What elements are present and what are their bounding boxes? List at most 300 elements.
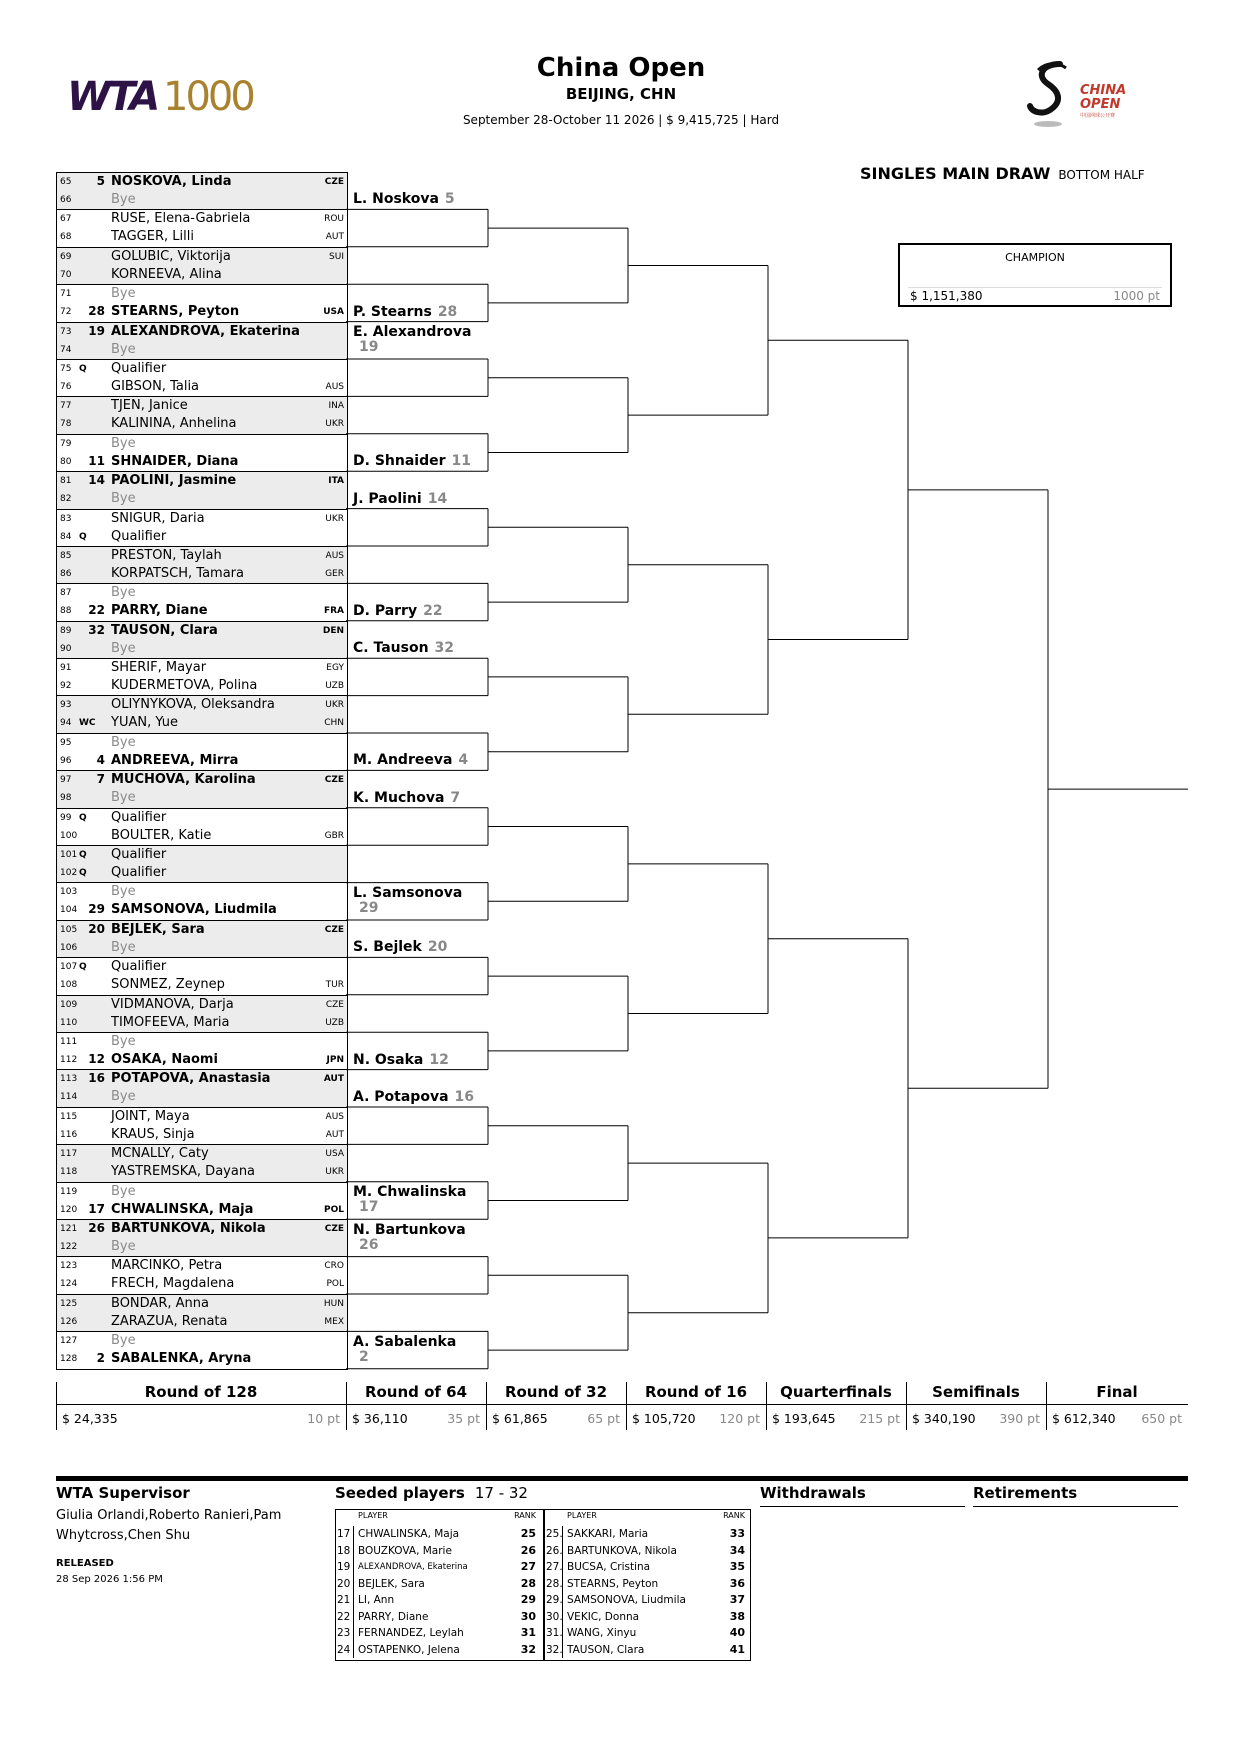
seed-divider xyxy=(353,1592,354,1609)
entry-player-name: BOULTER, Katie xyxy=(111,827,212,843)
entry-number: 100 xyxy=(60,830,78,841)
round-points: 390 pt xyxy=(999,1411,1040,1426)
seeded-heading-text: Seeded players xyxy=(335,1484,465,1502)
entry-number: 124 xyxy=(60,1279,78,1290)
entry-number: 125 xyxy=(60,1298,78,1309)
entry-player-name: BARTUNKOVA, Nikola xyxy=(111,1220,266,1236)
entry-number: 87 xyxy=(60,588,72,599)
seed-rank: 31 xyxy=(520,1626,536,1639)
entry-nationality: AUT xyxy=(323,1074,344,1085)
seed-number: 29. xyxy=(546,1594,563,1606)
supervisor-names: Giulia Orlandi,Roberto Ranieri,Pam Whytcross,Chen Shu xyxy=(56,1508,282,1543)
seed-player-name: OSTAPENKO, Jelena xyxy=(358,1643,460,1656)
round-of-64-winner xyxy=(353,1053,449,1068)
seed-rank: 35 xyxy=(729,1560,745,1573)
seeded-range: 17 - 32 xyxy=(474,1484,528,1502)
entry-number: 107 xyxy=(60,962,78,973)
seed-rank: 36 xyxy=(729,1576,745,1590)
entry-player-name: MCNALLY, Caty xyxy=(111,1146,209,1162)
round-divider xyxy=(1046,1382,1047,1430)
seed-player-name: CHWALINSKA, Maja xyxy=(358,1528,460,1540)
entry-tag: WC xyxy=(79,718,96,729)
entry-player-name: Bye xyxy=(111,1033,136,1049)
entry-number: 79 xyxy=(60,438,72,449)
round-column xyxy=(486,1382,626,1430)
seed-divider xyxy=(353,1526,354,1543)
entry-number: 91 xyxy=(60,663,72,674)
seeded-player-row xyxy=(336,1592,542,1609)
entry-player-name: VIDMANOVA, Darja xyxy=(111,996,234,1012)
tournament-title: China Open xyxy=(536,53,706,83)
entry-player-name: Bye xyxy=(111,1089,136,1105)
entry-seed: 2 xyxy=(96,1351,105,1366)
round-underline xyxy=(1046,1404,1188,1405)
entry-number: 67 xyxy=(60,214,72,225)
seed-player-name: BARTUNKOVA, Nikola xyxy=(567,1544,677,1557)
entry-nationality: CZE xyxy=(324,775,344,786)
entry-nationality: USA xyxy=(323,307,344,318)
entry-nationality: AUT xyxy=(325,1129,344,1140)
seed-divider xyxy=(562,1609,563,1626)
entry-number: 84 xyxy=(60,531,72,542)
entry-nationality: INA xyxy=(328,401,344,412)
entry-number: 82 xyxy=(60,494,72,505)
entry-player-name: Bye xyxy=(111,640,136,656)
seed-player-name: PARRY, Diane xyxy=(358,1610,429,1623)
round-of-64-winner xyxy=(353,604,443,619)
seed-number: 27. xyxy=(546,1561,563,1573)
entry-number: 85 xyxy=(60,550,72,561)
entry-number: 106 xyxy=(60,942,78,953)
winner-seed: 26 xyxy=(359,1236,379,1253)
seed-player-name: SAKKARI, Maria xyxy=(567,1528,649,1540)
entry-nationality: UKR xyxy=(325,513,344,524)
rank-header: RANK xyxy=(723,1511,745,1520)
entry-nationality: ROU xyxy=(324,214,344,225)
entry-nationality: EGY xyxy=(326,663,344,674)
winner-name: J. Paolini xyxy=(353,490,422,507)
seed-number: 18 xyxy=(337,1544,351,1557)
entry-seed: 11 xyxy=(88,453,105,468)
entry-player-name: TAUSON, Clara xyxy=(111,622,218,638)
entry-number: 108 xyxy=(60,980,78,991)
entry-player-name: SABALENKA, Aryna xyxy=(111,1351,252,1367)
entry-number: 99 xyxy=(60,812,72,823)
svg-text:1000: 1000 xyxy=(163,74,253,118)
seeded-players-table xyxy=(335,1509,751,1661)
entry-number: 112 xyxy=(60,1054,78,1065)
svg-text:OPEN: OPEN xyxy=(1080,97,1121,112)
round-of-64-winner xyxy=(353,1223,483,1253)
round-of-64-winner xyxy=(353,192,455,207)
entry-player-name: CHWALINSKA, Maja xyxy=(111,1201,254,1217)
entry-number: 66 xyxy=(60,195,72,205)
seed-rank: 38 xyxy=(729,1609,745,1623)
entry-number: 109 xyxy=(60,999,78,1010)
entry-number: 105 xyxy=(60,924,78,935)
seed-number: 28. xyxy=(546,1577,563,1590)
seed-player-name: FERNANDEZ, Leylah xyxy=(358,1627,464,1639)
entry-nationality: CZE xyxy=(324,924,344,935)
entry-nationality: AUS xyxy=(325,550,344,561)
round-column xyxy=(1046,1382,1188,1430)
round-of-64-winner xyxy=(353,454,471,469)
entry-nationality: AUS xyxy=(325,1111,344,1122)
entry-nationality: UKR xyxy=(325,700,344,711)
entry-player-name: ALEXANDROVA, Ekaterina xyxy=(111,323,300,339)
seed-rank: 29 xyxy=(520,1593,536,1606)
seeded-player-row xyxy=(545,1642,751,1659)
entry-number: 126 xyxy=(60,1316,78,1327)
entry-player-name: SAMSONOVA, Liudmila xyxy=(111,902,277,918)
round-divider xyxy=(346,1382,347,1430)
entry-player-name: Bye xyxy=(111,585,136,601)
entry-nationality: CRO xyxy=(324,1261,344,1272)
winner-name: N. Osaka xyxy=(353,1051,424,1068)
entry-tag: Q xyxy=(79,812,87,823)
seed-divider xyxy=(353,1609,354,1626)
round-name: Round of 128 xyxy=(144,1383,258,1401)
entry-player-name: Bye xyxy=(111,734,136,750)
round-divider xyxy=(486,1382,487,1430)
seed-divider xyxy=(353,1559,354,1576)
entry-nationality: JPN xyxy=(326,1054,344,1065)
seeded-player-row xyxy=(336,1559,542,1576)
round-prize: $ 105,720 xyxy=(632,1411,696,1426)
entry-player-name: Qualifier xyxy=(111,959,167,975)
round-name: Final xyxy=(1096,1383,1138,1401)
winner-seed: 4 xyxy=(458,752,469,769)
entry-seed: 12 xyxy=(88,1051,105,1066)
seeded-player-row xyxy=(336,1609,542,1626)
entry-player-name: GIBSON, Talia xyxy=(111,378,200,394)
entry-player-name: Bye xyxy=(111,341,136,357)
round-points: 120 pt xyxy=(719,1411,760,1426)
round-underline xyxy=(906,1404,1046,1405)
entry-player-name: Bye xyxy=(111,286,136,302)
seed-divider xyxy=(562,1526,563,1543)
round-column xyxy=(626,1382,766,1430)
entry-player-name: SNIGUR, Daria xyxy=(111,510,205,526)
seed-rank: 26 xyxy=(520,1543,536,1557)
seeded-player-row xyxy=(336,1576,542,1593)
seed-number: 20 xyxy=(337,1577,351,1590)
entry-player-name: TAGGER, Lilli xyxy=(111,229,194,245)
entry-player-name: PRESTON, Taylah xyxy=(111,547,222,563)
seed-rank: 33 xyxy=(729,1527,745,1540)
draw-half: BOTTOM HALF xyxy=(1058,168,1145,182)
entry-nationality: USA xyxy=(325,1149,344,1160)
entry-nationality: HUN xyxy=(323,1298,344,1309)
entry-player-name: Bye xyxy=(111,939,136,955)
winner-name: S. Bejlek xyxy=(353,939,422,956)
seed-divider xyxy=(562,1625,563,1642)
round-prize: $ 340,190 xyxy=(912,1411,976,1426)
entry-number: 103 xyxy=(60,887,78,898)
seed-rank: 40 xyxy=(729,1626,745,1639)
round-of-64-winner xyxy=(353,325,483,355)
entry-number: 113 xyxy=(60,1074,78,1085)
seeded-player-row xyxy=(545,1543,751,1560)
entry-player-name: TJEN, Janice xyxy=(111,398,188,414)
seeded-player-row xyxy=(336,1625,542,1642)
seed-number: 23 xyxy=(337,1627,351,1639)
entry-number: 76 xyxy=(60,381,72,392)
entry-seed: 22 xyxy=(88,603,105,618)
seeded-table-left xyxy=(336,1510,542,1660)
entry-player-name: Qualifier xyxy=(111,847,167,863)
seeded-player-row xyxy=(545,1526,751,1543)
entry-number: 101 xyxy=(60,850,78,861)
entry-player-name: Qualifier xyxy=(111,809,167,825)
champion-label: CHAMPION xyxy=(1005,251,1065,264)
entry-number: 118 xyxy=(60,1167,78,1178)
seed-number: 31. xyxy=(546,1627,563,1639)
seed-number: 32. xyxy=(546,1643,563,1656)
entry-seed: 26 xyxy=(88,1220,105,1235)
winner-name: D. Shnaider xyxy=(353,453,446,470)
entry-seed: 32 xyxy=(88,622,105,637)
seed-rank: 30 xyxy=(520,1609,536,1623)
winner-seed: 28 xyxy=(437,303,458,320)
tournament-location: BEIJING, CHN xyxy=(565,85,677,103)
round-divider xyxy=(56,1382,57,1430)
entry-number: 121 xyxy=(60,1223,78,1234)
entry-player-name: YASTREMSKA, Dayana xyxy=(111,1164,256,1180)
entry-nationality: CZE xyxy=(324,1223,344,1234)
entry-nationality: TUR xyxy=(325,980,344,991)
round-of-64-winner xyxy=(353,753,468,768)
round-name: Round of 64 xyxy=(364,1383,468,1401)
seed-divider xyxy=(562,1543,563,1560)
entry-nationality: UZB xyxy=(325,1017,344,1028)
seeded-player-row xyxy=(545,1609,751,1626)
seeded-player-row xyxy=(545,1625,751,1642)
seed-number: 30. xyxy=(546,1610,563,1623)
entry-player-name: Qualifier xyxy=(111,528,167,544)
seed-player-name: SAMSONOVA, Liudmila xyxy=(567,1594,686,1606)
champion-points: 1000 pt xyxy=(1113,289,1160,303)
entry-number: 115 xyxy=(60,1111,78,1122)
player-header: PLAYER xyxy=(358,1511,388,1520)
entry-number: 119 xyxy=(60,1186,78,1197)
round-of-64-winner xyxy=(353,492,447,507)
entry-nationality: AUS xyxy=(325,381,344,392)
entry-number: 73 xyxy=(60,326,72,337)
winner-name: L. Samsonova xyxy=(353,885,463,901)
entry-nationality: UZB xyxy=(325,681,344,692)
seed-number: 24 xyxy=(337,1643,351,1656)
retirements-heading: Retirements xyxy=(973,1484,1178,1507)
seed-player-name: STEARNS, Peyton xyxy=(567,1577,659,1590)
round-column xyxy=(906,1382,1046,1430)
winner-name: L. Noskova xyxy=(353,191,439,208)
seed-divider xyxy=(562,1642,563,1659)
entry-nationality: UKR xyxy=(325,1167,344,1178)
entry-player-name: SHERIF, Mayar xyxy=(111,660,207,676)
entry-tag: Q xyxy=(79,850,87,861)
seed-player-name: TAUSON, Clara xyxy=(567,1643,645,1656)
seed-number: 19 xyxy=(337,1561,351,1573)
round-prize: $ 193,645 xyxy=(772,1411,836,1426)
winner-seed: 12 xyxy=(429,1051,449,1068)
entry-seed: 28 xyxy=(88,304,105,319)
entry-nationality: GBR xyxy=(324,830,344,841)
entry-player-name: Qualifier xyxy=(111,865,167,881)
winner-seed: 32 xyxy=(434,640,455,657)
entry-number: 98 xyxy=(60,793,72,804)
entry-player-name: KALININA, Anhelina xyxy=(111,416,237,432)
round-column xyxy=(346,1382,486,1430)
seed-number: 26. xyxy=(546,1544,563,1557)
entry-player-name: RUSE, Elena-Gabriela xyxy=(111,211,251,227)
winner-seed: 17 xyxy=(359,1199,379,1216)
winner-name: K. Muchova xyxy=(353,789,445,806)
round-of-64-winner xyxy=(353,1090,474,1105)
entry-seed: 14 xyxy=(88,473,105,488)
entry-number: 69 xyxy=(60,251,72,262)
entry-number: 117 xyxy=(60,1149,78,1160)
round-points: 10 pt xyxy=(307,1411,340,1426)
winner-name: A. Sabalenka xyxy=(353,1333,457,1350)
seed-player-name: WANG, Xinyu xyxy=(567,1627,637,1639)
supervisor-heading: WTA Supervisor xyxy=(56,1484,190,1502)
entry-player-name: NOSKOVA, Linda xyxy=(111,174,232,189)
winner-name: N. Bartunkova xyxy=(353,1221,466,1238)
entry-number: 78 xyxy=(60,419,72,430)
entry-number: 111 xyxy=(60,1036,78,1047)
round-prize: $ 36,110 xyxy=(352,1411,408,1426)
round-prize: $ 24,335 xyxy=(62,1411,118,1426)
entry-number: 65 xyxy=(60,177,72,187)
released-value: 28 Sep 2026 1:56 PM xyxy=(56,1574,163,1585)
entry-tag: Q xyxy=(79,868,87,879)
seed-rank: 25 xyxy=(520,1527,536,1540)
entry-seed: 7 xyxy=(96,772,105,787)
entry-player-name: Qualifier xyxy=(111,360,167,376)
round-of-64-winner xyxy=(353,1185,483,1215)
round-column xyxy=(766,1382,906,1430)
entry-seed: 29 xyxy=(88,902,105,917)
entry-number: 97 xyxy=(60,775,72,786)
entry-seed: 20 xyxy=(88,921,105,936)
seeded-player-row xyxy=(336,1543,542,1560)
seed-rank: 32 xyxy=(520,1642,536,1656)
entry-number: 81 xyxy=(60,476,72,487)
entry-seed: 19 xyxy=(88,323,105,338)
seed-divider xyxy=(562,1576,563,1593)
seed-player-name: ALEXANDROVA, Ekaterina xyxy=(358,1562,468,1572)
round-of-64-winner xyxy=(353,305,457,320)
winner-seed: 5 xyxy=(444,191,455,208)
entry-player-name: STEARNS, Peyton xyxy=(111,304,240,320)
entry-number: 75 xyxy=(60,363,72,374)
entry-number: 122 xyxy=(60,1241,78,1252)
seed-divider xyxy=(562,1559,563,1576)
entry-nationality: POL xyxy=(326,1279,344,1290)
entry-player-name: POTAPOVA, Anastasia xyxy=(111,1071,271,1087)
entry-player-name: MARCINKO, Petra xyxy=(111,1258,223,1274)
entry-player-name: PAOLINI, Jasmine xyxy=(111,473,237,489)
entry-seed: 16 xyxy=(88,1071,105,1086)
winner-name: A. Potapova xyxy=(353,1089,449,1105)
entry-tag: Q xyxy=(79,962,87,973)
entry-number: 83 xyxy=(60,513,72,524)
entry-number: 72 xyxy=(60,307,72,318)
round-divider xyxy=(766,1382,767,1430)
entry-player-name: KUDERMETOVA, Polina xyxy=(111,678,258,694)
round-points: 215 pt xyxy=(859,1411,900,1426)
entry-nationality: ITA xyxy=(328,476,344,487)
seed-rank: 34 xyxy=(729,1543,745,1557)
entry-number: 93 xyxy=(60,700,72,711)
entry-player-name: KRAUS, Sinja xyxy=(111,1126,195,1142)
entry-player-name: ZARAZUA, Renata xyxy=(111,1313,228,1329)
entry-nationality: DEN xyxy=(322,625,344,636)
entry-number: 96 xyxy=(60,755,72,766)
entry-player-name: SHNAIDER, Diana xyxy=(111,453,239,469)
winner-name: M. Chwalinska xyxy=(353,1184,467,1201)
entry-player-name: MUCHOVA, Karolina xyxy=(111,772,256,788)
svg-text:WTA: WTA xyxy=(67,74,158,118)
entry-number: 114 xyxy=(60,1092,78,1103)
entry-player-name: GOLUBIC, Viktorija xyxy=(111,248,231,264)
winner-seed: 7 xyxy=(450,789,461,806)
entry-nationality: AUT xyxy=(325,232,344,243)
entry-number: 70 xyxy=(60,269,72,280)
winner-name: E. Alexandrova xyxy=(353,324,472,340)
winner-seed: 2 xyxy=(359,1348,369,1365)
entry-number: 90 xyxy=(60,643,72,654)
entry-player-name: Bye xyxy=(111,1238,136,1254)
round-of-64-winner xyxy=(353,791,460,806)
entry-number: 80 xyxy=(60,456,72,467)
round-underline xyxy=(766,1404,906,1405)
seed-divider xyxy=(353,1642,354,1659)
seed-rank: 37 xyxy=(729,1593,745,1606)
round-divider xyxy=(906,1382,907,1430)
winner-seed: 14 xyxy=(427,490,448,507)
round-underline xyxy=(346,1404,486,1405)
entry-player-name: TIMOFEEVA, Maria xyxy=(111,1014,230,1030)
entry-player-name: KORPATSCH, Tamara xyxy=(111,565,244,581)
entry-player-name: FRECH, Magdalena xyxy=(111,1276,235,1292)
entry-player-name: YUAN, Yue xyxy=(111,715,179,731)
entry-player-name: SONMEZ, Zeynep xyxy=(111,977,225,993)
seed-number: 25. xyxy=(546,1528,563,1540)
entry-nationality: CHN xyxy=(324,718,344,729)
entry-player-name: Bye xyxy=(111,491,136,507)
seed-number: 22 xyxy=(337,1610,351,1623)
entry-player-name: OLIYNYKOVA, Oleksandra xyxy=(111,697,275,713)
entry-number: 94 xyxy=(60,718,72,729)
withdrawals-heading: Withdrawals xyxy=(760,1484,965,1507)
seed-number: 21 xyxy=(337,1594,351,1606)
entry-tag: Q xyxy=(79,363,87,374)
entry-player-name: BONDAR, Anna xyxy=(111,1295,209,1311)
round-underline xyxy=(56,1404,346,1405)
entry-nationality: UKR xyxy=(325,419,344,430)
round-prize: $ 612,340 xyxy=(1052,1411,1116,1426)
seed-player-name: BOUZKOVA, Marie xyxy=(358,1544,452,1557)
entry-player-name: Bye xyxy=(111,1183,136,1199)
entry-number: 123 xyxy=(60,1261,78,1272)
entry-player-name: PARRY, Diane xyxy=(111,603,208,619)
round-of-64-winner xyxy=(353,886,483,916)
winner-seed: 29 xyxy=(359,900,379,916)
entry-nationality: GER xyxy=(325,568,344,579)
draw-title-main: SINGLES MAIN DRAW xyxy=(860,164,1051,183)
